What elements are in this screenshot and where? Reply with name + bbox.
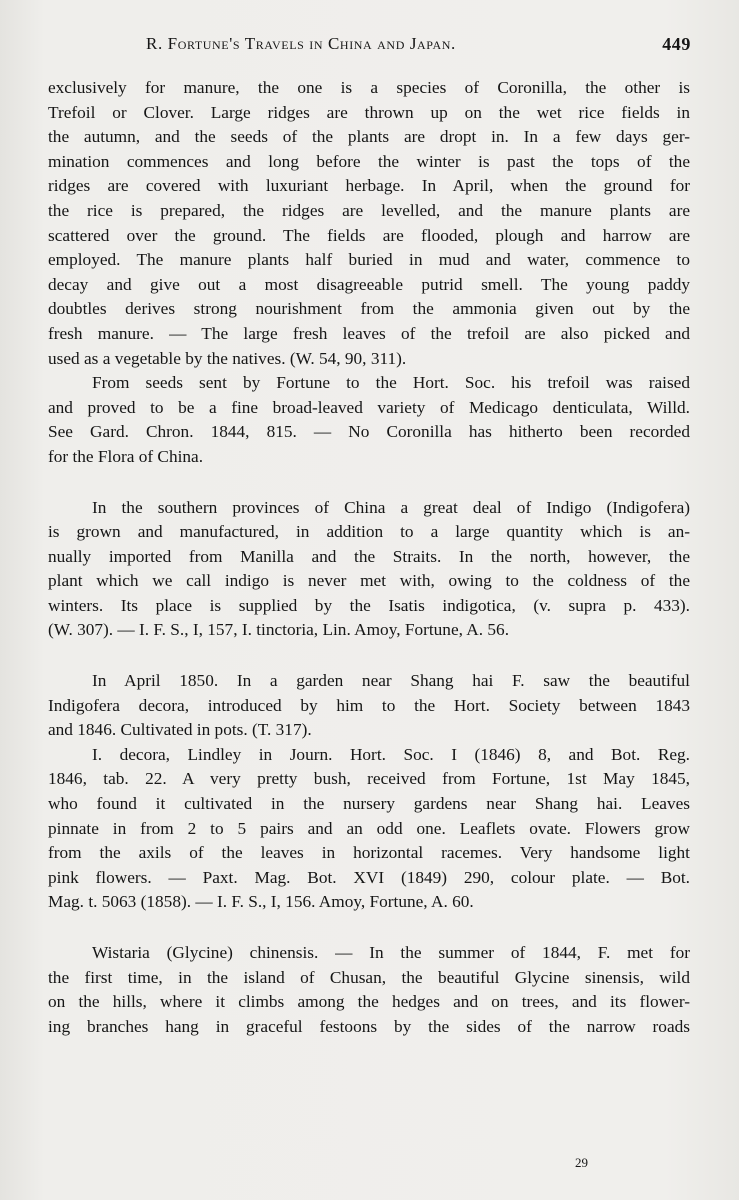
text-line: scattered over the ground. The fields are flooded, plough and harrow are xyxy=(48,225,690,245)
paragraph-gap xyxy=(48,643,690,669)
text-line: on the hills, where it climbs among the hedges and on trees, and its flower- xyxy=(48,992,690,1012)
text-line: and proved to be a fine broad-leaved variety of Medicago denticulata, Willd. xyxy=(48,397,690,417)
text-line: Mag. t. 5063 (1858). — I. F. S., I, 156. Amoy, Fortune, A. 60. xyxy=(48,892,474,912)
text-line: pinnate in from 2 to 5 pairs and an odd one. Leaflets ovate. Flowers grow xyxy=(48,818,690,838)
text-line: doubtles derives strong nourishment from the ammonia given out by the xyxy=(48,299,690,319)
text-line: fresh manure. — The large fresh leaves of the trefoil are also picked and xyxy=(48,323,690,343)
running-header xyxy=(48,34,693,60)
text-line: nually imported from Manilla and the Straits. In the north, however, the xyxy=(48,546,690,566)
text-line: the first time, in the island of Chusan, the beautiful Glycine sinensis, wild xyxy=(48,967,690,987)
paragraph-manure-plants xyxy=(48,76,690,371)
paragraph-wistaria xyxy=(48,941,690,1039)
page-number: 449 xyxy=(662,34,691,54)
paragraph-indigo xyxy=(48,496,690,644)
text-line: for the Flora of China. xyxy=(48,446,204,466)
text-line: mination commences and long before the winter is past the tops of the xyxy=(48,151,690,171)
paragraph-decora-description xyxy=(48,743,690,915)
text-line: See Gard. Chron. 1844, 815. — No Coronilla has hitherto been recorded xyxy=(48,422,690,442)
paragraph-gap xyxy=(48,470,690,496)
text-line: In the southern provinces of China a great deal of Indigo (Indigofera) xyxy=(92,497,690,517)
text-line: employed. The manure plants half buried in mud and water, commence to xyxy=(48,250,690,270)
text-line: 1846, tab. 22. A very pretty bush, received from Fortune, 1st May 1845, xyxy=(48,769,690,789)
paragraph-trefoil-seeds xyxy=(48,371,690,469)
body-text xyxy=(48,76,690,1039)
text-line: winters. Its place is supplied by the Isatis indigotica, (v. supra p. 433). xyxy=(48,595,690,615)
text-line: the autumn, and the seeds of the plants are dropt in. In a few days ger- xyxy=(48,127,690,147)
text-line: is grown and manufactured, in addition to a large quantity which is an- xyxy=(48,522,690,542)
text-line: Trefoil or Clover. Large ridges are thrown up on the wet rice fields in xyxy=(48,102,690,122)
text-line: ridges are covered with luxuriant herbage. In April, when the ground for xyxy=(48,176,690,196)
text-line: from the axils of the leaves in horizontal racemes. Very handsome light xyxy=(48,843,690,863)
text-line: and 1846. Cultivated in pots. (T. 317). xyxy=(48,720,312,740)
text-line: Wistaria (Glycine) chinensis. — In the summer of 1844, F. met for xyxy=(92,943,690,962)
running-title: R. Fortune's Travels in China and Japan. xyxy=(146,34,456,53)
text-line: In April 1850. In a garden near Shang hai F. saw the beautiful xyxy=(92,671,690,691)
text-line: ing branches hang in graceful festoons by the sides of the narrow roads xyxy=(48,1016,690,1036)
text-line: I. decora, Lindley in Journ. Hort. Soc. I (1846) 8, and Bot. Reg. xyxy=(92,744,690,764)
text-line: the rice is prepared, the ridges are levelled, and the manure plants are xyxy=(48,200,690,220)
text-line: exclusively for manure, the one is a species of Coronilla, the other is xyxy=(48,78,690,97)
signature-mark: 29 xyxy=(575,1155,588,1170)
text-line: plant which we call indigo is never met with, owing to the coldness of the xyxy=(48,571,690,591)
text-line: decay and give out a most disagreeable putrid smell. The young paddy xyxy=(48,274,690,294)
text-line: From seeds sent by Fortune to the Hort. Soc. his trefoil was raised xyxy=(92,373,690,393)
text-line: pink flowers. — Paxt. Mag. Bot. XVI (1849) 290, colour plate. — Bot. xyxy=(48,867,690,887)
text-line: used as a vegetable by the natives. (W. 54, 90, 311). xyxy=(48,348,407,368)
text-line: (W. 307). — I. F. S., I, 157, I. tinctoria, Lin. Amoy, Fortune, A. 56. xyxy=(48,620,510,640)
paragraph-gap xyxy=(48,915,690,941)
text-line: who found it cultivated in the nursery gardens near Shang hai. Leaves xyxy=(48,794,690,814)
paragraph-indigofera-decora xyxy=(48,669,690,743)
text-line: Indigofera decora, introduced by him to the Hort. Society between 1843 xyxy=(48,695,690,715)
